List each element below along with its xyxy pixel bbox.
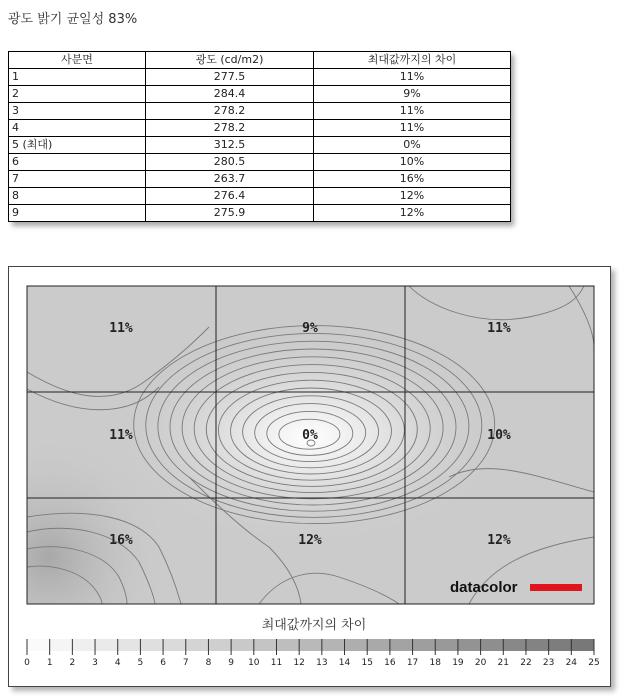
- cell-difference: 11%: [314, 120, 511, 137]
- header-luminance: 광도 (cd/m2): [146, 52, 314, 69]
- scale-tick-label: 2: [69, 658, 76, 668]
- cell-quadrant: 7: [9, 171, 146, 188]
- quadrant-label-1: 11%: [109, 321, 133, 336]
- table-header-row: [9, 52, 511, 69]
- cell-quadrant: 4: [9, 120, 146, 137]
- page-title: 광도 밝기 균일성 83%: [8, 12, 138, 27]
- scale-swatch: [571, 639, 594, 651]
- cell-difference: 10%: [314, 154, 511, 171]
- scale-swatch: [413, 639, 436, 651]
- cell-luminance: 278.2: [146, 103, 314, 120]
- scale-tick-label: 0: [24, 658, 30, 668]
- table-row: [9, 137, 511, 154]
- scale-tick-label: 13: [316, 658, 328, 668]
- brand-red-bar: [530, 584, 582, 591]
- header-quadrant: 사분면: [9, 52, 146, 69]
- brand-text: datacolor: [450, 579, 518, 596]
- cell-luminance: 276.4: [146, 188, 314, 205]
- quadrant-label-6: 10%: [487, 428, 511, 443]
- scale-swatch: [254, 639, 277, 651]
- scale-swatch: [435, 639, 458, 651]
- cell-luminance: 263.7: [146, 171, 314, 188]
- cell-quadrant: 6: [9, 154, 146, 171]
- scale-swatch: [231, 639, 254, 651]
- cell-difference: 12%: [314, 205, 511, 222]
- cell-difference: 12%: [314, 188, 511, 205]
- quadrant-label-8: 12%: [298, 533, 322, 548]
- cell-luminance: 275.9: [146, 205, 314, 222]
- quadrant-label-3: 11%: [487, 321, 511, 336]
- scale-swatch: [458, 639, 481, 651]
- scale-tick-label: 1: [46, 658, 53, 668]
- cell-luminance: 284.4: [146, 86, 314, 103]
- scale-tick-label: 20: [474, 658, 487, 668]
- scale-tick-label: 12: [293, 658, 305, 668]
- cell-difference: 0%: [314, 137, 511, 154]
- scale-swatch: [276, 639, 299, 651]
- scale-tick-label: 7: [182, 658, 189, 668]
- scale-tick-label: 8: [205, 658, 212, 668]
- cell-luminance: 277.5: [146, 69, 314, 86]
- table-row: [9, 69, 511, 86]
- uniformity-table: [8, 51, 511, 222]
- scale-tick-label: 16: [384, 658, 396, 668]
- quadrant-label-7: 16%: [109, 533, 133, 548]
- scale-swatch: [299, 639, 322, 651]
- scale-tick-label: 18: [429, 658, 441, 668]
- cell-quadrant: 8: [9, 188, 146, 205]
- cell-difference: 11%: [314, 103, 511, 120]
- scale-tick-label: 11: [270, 658, 283, 668]
- scale-swatch: [186, 639, 209, 651]
- scale-swatch: [72, 639, 95, 651]
- table-row: [9, 103, 511, 120]
- difference-scale: [24, 639, 600, 668]
- table-row: [9, 120, 511, 137]
- quadrant-label-4: 11%: [109, 428, 133, 443]
- scale-swatch: [140, 639, 163, 651]
- scale-tick-label: 19: [452, 658, 464, 668]
- cell-difference: 9%: [314, 86, 511, 103]
- scale-tick-label: 14: [338, 658, 351, 668]
- cell-luminance: 278.2: [146, 120, 314, 137]
- cell-luminance: 312.5: [146, 137, 314, 154]
- scale-swatch: [27, 639, 50, 651]
- table-row: [9, 188, 511, 205]
- scale-tick-label: 6: [160, 658, 166, 668]
- cell-difference: 16%: [314, 171, 511, 188]
- uniformity-heatmap-panel: [8, 266, 611, 687]
- cell-quadrant: 2: [9, 86, 146, 103]
- cell-luminance: 280.5: [146, 154, 314, 171]
- table-row: [9, 154, 511, 171]
- scale-title: 최대값까지의 차이: [261, 618, 367, 633]
- cell-quadrant: 1: [9, 69, 146, 86]
- scale-swatch: [549, 639, 572, 651]
- scale-tick-label: 25: [588, 658, 600, 668]
- scale-swatch: [503, 639, 526, 651]
- quadrant-label-5: 0%: [302, 428, 318, 443]
- heatmap-svg: [9, 267, 610, 686]
- scale-swatch: [208, 639, 231, 651]
- scale-tick-label: 4: [114, 658, 121, 668]
- scale-swatch: [345, 639, 368, 651]
- scale-swatch: [481, 639, 504, 651]
- scale-tick-label: 5: [137, 658, 144, 668]
- scale-tick-label: 22: [520, 658, 532, 668]
- cell-quadrant: 3: [9, 103, 146, 120]
- scale-tick-label: 15: [361, 658, 373, 668]
- scale-swatch: [526, 639, 549, 651]
- scale-tick-label: 21: [497, 658, 510, 668]
- table-row: [9, 86, 511, 103]
- table-row: [9, 205, 511, 222]
- quadrant-label-2: 9%: [302, 321, 318, 336]
- scale-swatch: [95, 639, 118, 651]
- header-difference: 최대값까지의 차이: [314, 52, 511, 69]
- scale-tick-label: 24: [565, 658, 578, 668]
- cell-quadrant: 5 (최대): [9, 137, 146, 154]
- quadrant-label-9: 12%: [487, 533, 511, 548]
- scale-tick-label: 17: [406, 658, 419, 668]
- scale-swatch: [118, 639, 141, 651]
- scale-swatch: [163, 639, 186, 651]
- scale-swatch: [367, 639, 390, 651]
- scale-swatch: [50, 639, 73, 651]
- scale-tick-label: 23: [542, 658, 555, 668]
- cell-quadrant: 9: [9, 205, 146, 222]
- cell-difference: 11%: [314, 69, 511, 86]
- scale-swatch: [322, 639, 345, 651]
- scale-tick-label: 3: [92, 658, 98, 668]
- table-row: [9, 171, 511, 188]
- uniformity-table-container: [8, 51, 510, 222]
- scale-swatch: [390, 639, 413, 651]
- scale-tick-label: 9: [228, 658, 234, 668]
- scale-tick-label: 10: [248, 658, 260, 668]
